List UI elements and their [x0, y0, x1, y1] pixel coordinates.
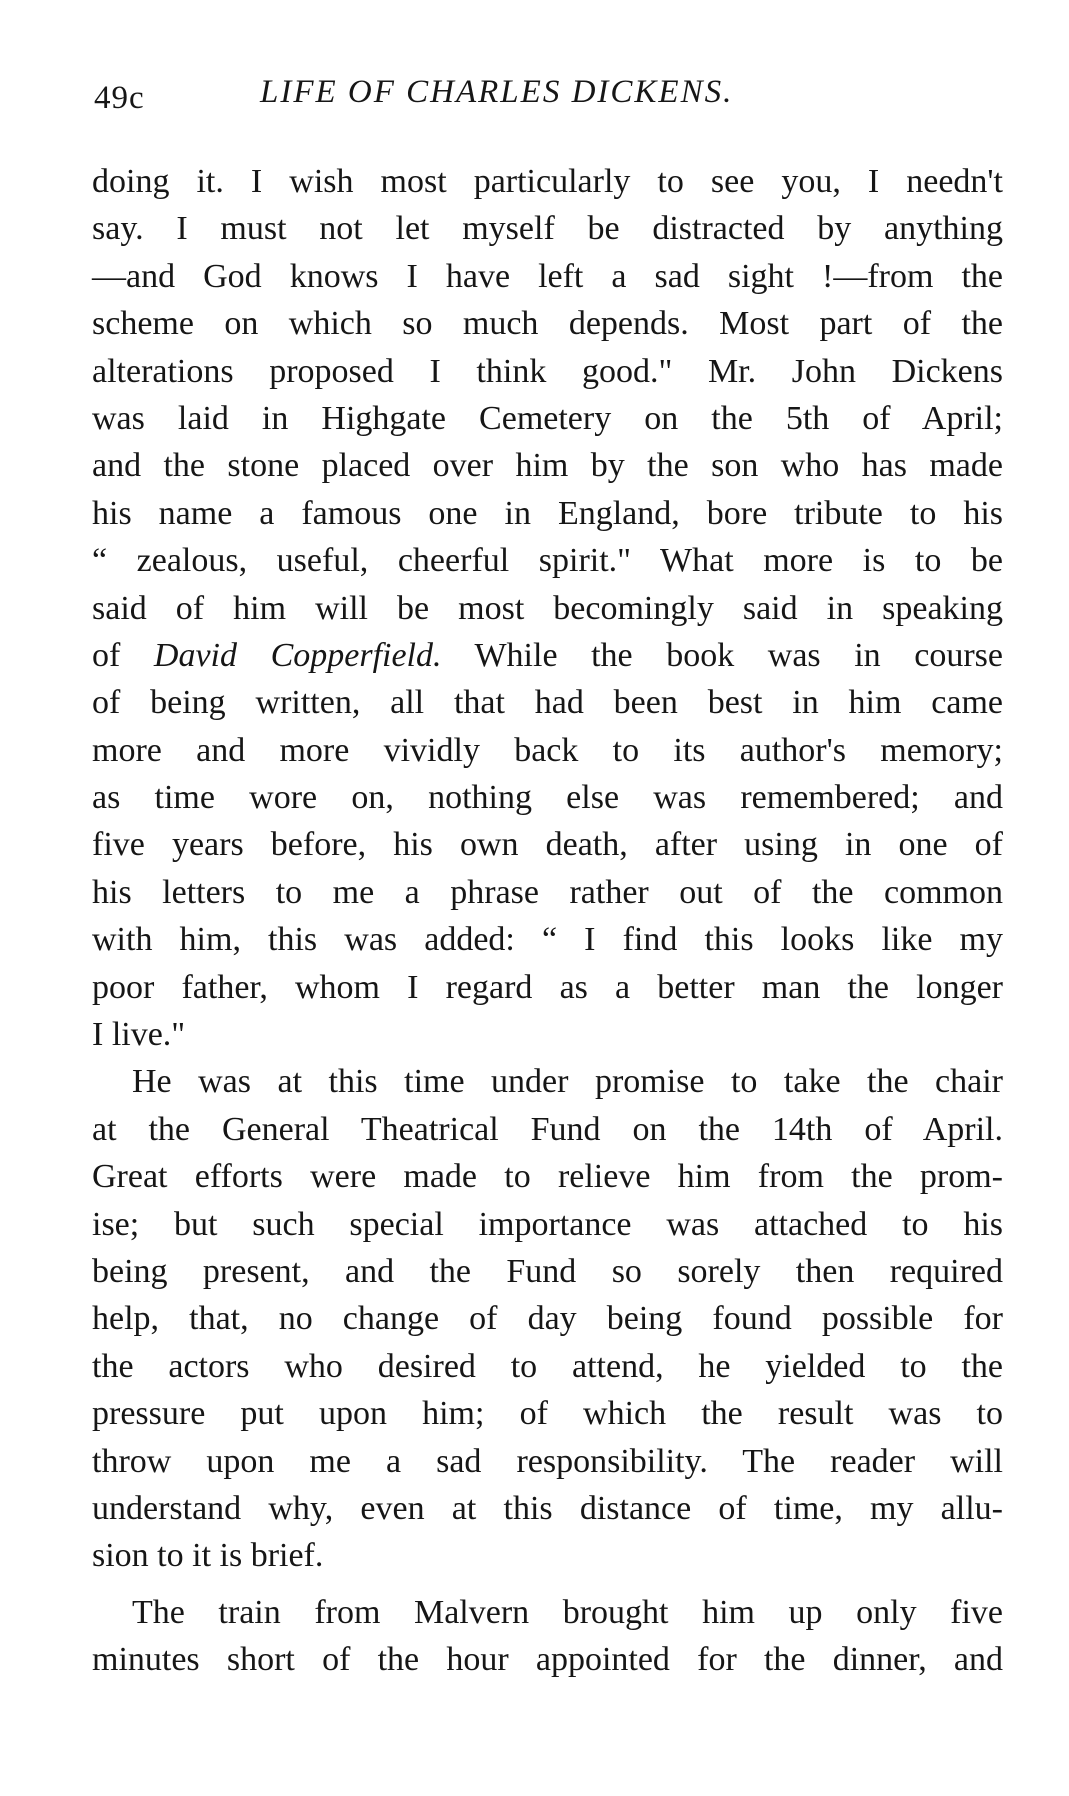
text-line: his letters to me a phrase rather out of the common	[92, 873, 1003, 911]
paragraph-spacer	[92, 1580, 1003, 1589]
text-line: minutes short of the hour appointed for the dinner, and	[92, 1641, 1003, 1679]
text-line: of being written, all that had been best in him came	[92, 684, 1003, 722]
text-line-with-title	[92, 632, 1003, 679]
text-line: Great efforts were made to relieve him from the prom-	[92, 1158, 1003, 1196]
page-header	[94, 68, 1009, 118]
paragraph-2	[92, 1058, 1003, 1579]
text-line: sion to it is brief.	[92, 1537, 324, 1575]
page-number: 49c	[94, 80, 145, 116]
text-line: the actors who desired to attend, he yielded to the	[92, 1347, 1003, 1385]
text-line: and the stone placed over him by the son who has made	[92, 447, 1003, 485]
line-text-before: of	[92, 636, 154, 674]
line-text-after: While the book was in course	[441, 636, 1003, 674]
text-line: help, that, no change of day being found possible for	[92, 1300, 1003, 1338]
text-line: “ zealous, useful, cheerful spirit." What more is to be	[92, 542, 1003, 580]
text-line: as time wore on, nothing else was remembered; and	[92, 779, 1003, 817]
text-line: said of him will be most becomingly said in speaking	[92, 589, 1003, 627]
text-line: throw upon me a sad responsibility. The reader will	[92, 1442, 1003, 1480]
text-line: scheme on which so much depends. Most part of the	[92, 305, 1003, 343]
text-line: was laid in Highgate Cemetery on the 5th of April;	[92, 399, 1003, 437]
text-line: with him, this was added: “ I find this looks like my	[92, 921, 1003, 959]
text-line: I live."	[92, 1016, 186, 1054]
paragraph-1	[92, 158, 1003, 1058]
text-line: his name a famous one in England, bore tribute to his	[92, 494, 1003, 532]
text-line: alterations proposed I think good." Mr. John Dickens	[92, 352, 1003, 390]
text-line: five years before, his own death, after using in one of	[92, 826, 1003, 864]
text-line: being present, and the Fund so sorely then required	[92, 1252, 1003, 1290]
text-line: —and God knows I have left a sad sight !—from the	[92, 257, 1003, 295]
paragraph-3	[92, 1589, 1003, 1684]
text-line: poor father, whom I regard as a better man the longer	[92, 968, 1003, 1006]
body-text	[92, 158, 1003, 1684]
text-line: at the General Theatrical Fund on the 14th of April.	[92, 1110, 1003, 1148]
text-line: pressure put upon him; of which the result was to	[92, 1395, 1003, 1433]
text-line: understand why, even at this distance of time, my allu-	[92, 1489, 1003, 1527]
text-line: say. I must not let myself be distracted by anything	[92, 210, 1003, 248]
text-line: ise; but such special importance was attached to his	[92, 1205, 1003, 1243]
running-title: LIFE OF CHARLES DICKENS.	[260, 74, 734, 110]
text-line: doing it. I wish most particularly to see you, I needn't	[92, 163, 1003, 200]
text-line: He was at this time under promise to take the chair	[132, 1063, 1003, 1101]
book-title: David Copperfield.	[153, 636, 442, 674]
text-line: The train from Malvern brought him up only five	[132, 1593, 1003, 1631]
text-line: more and more vividly back to its author's memory;	[92, 731, 1003, 769]
